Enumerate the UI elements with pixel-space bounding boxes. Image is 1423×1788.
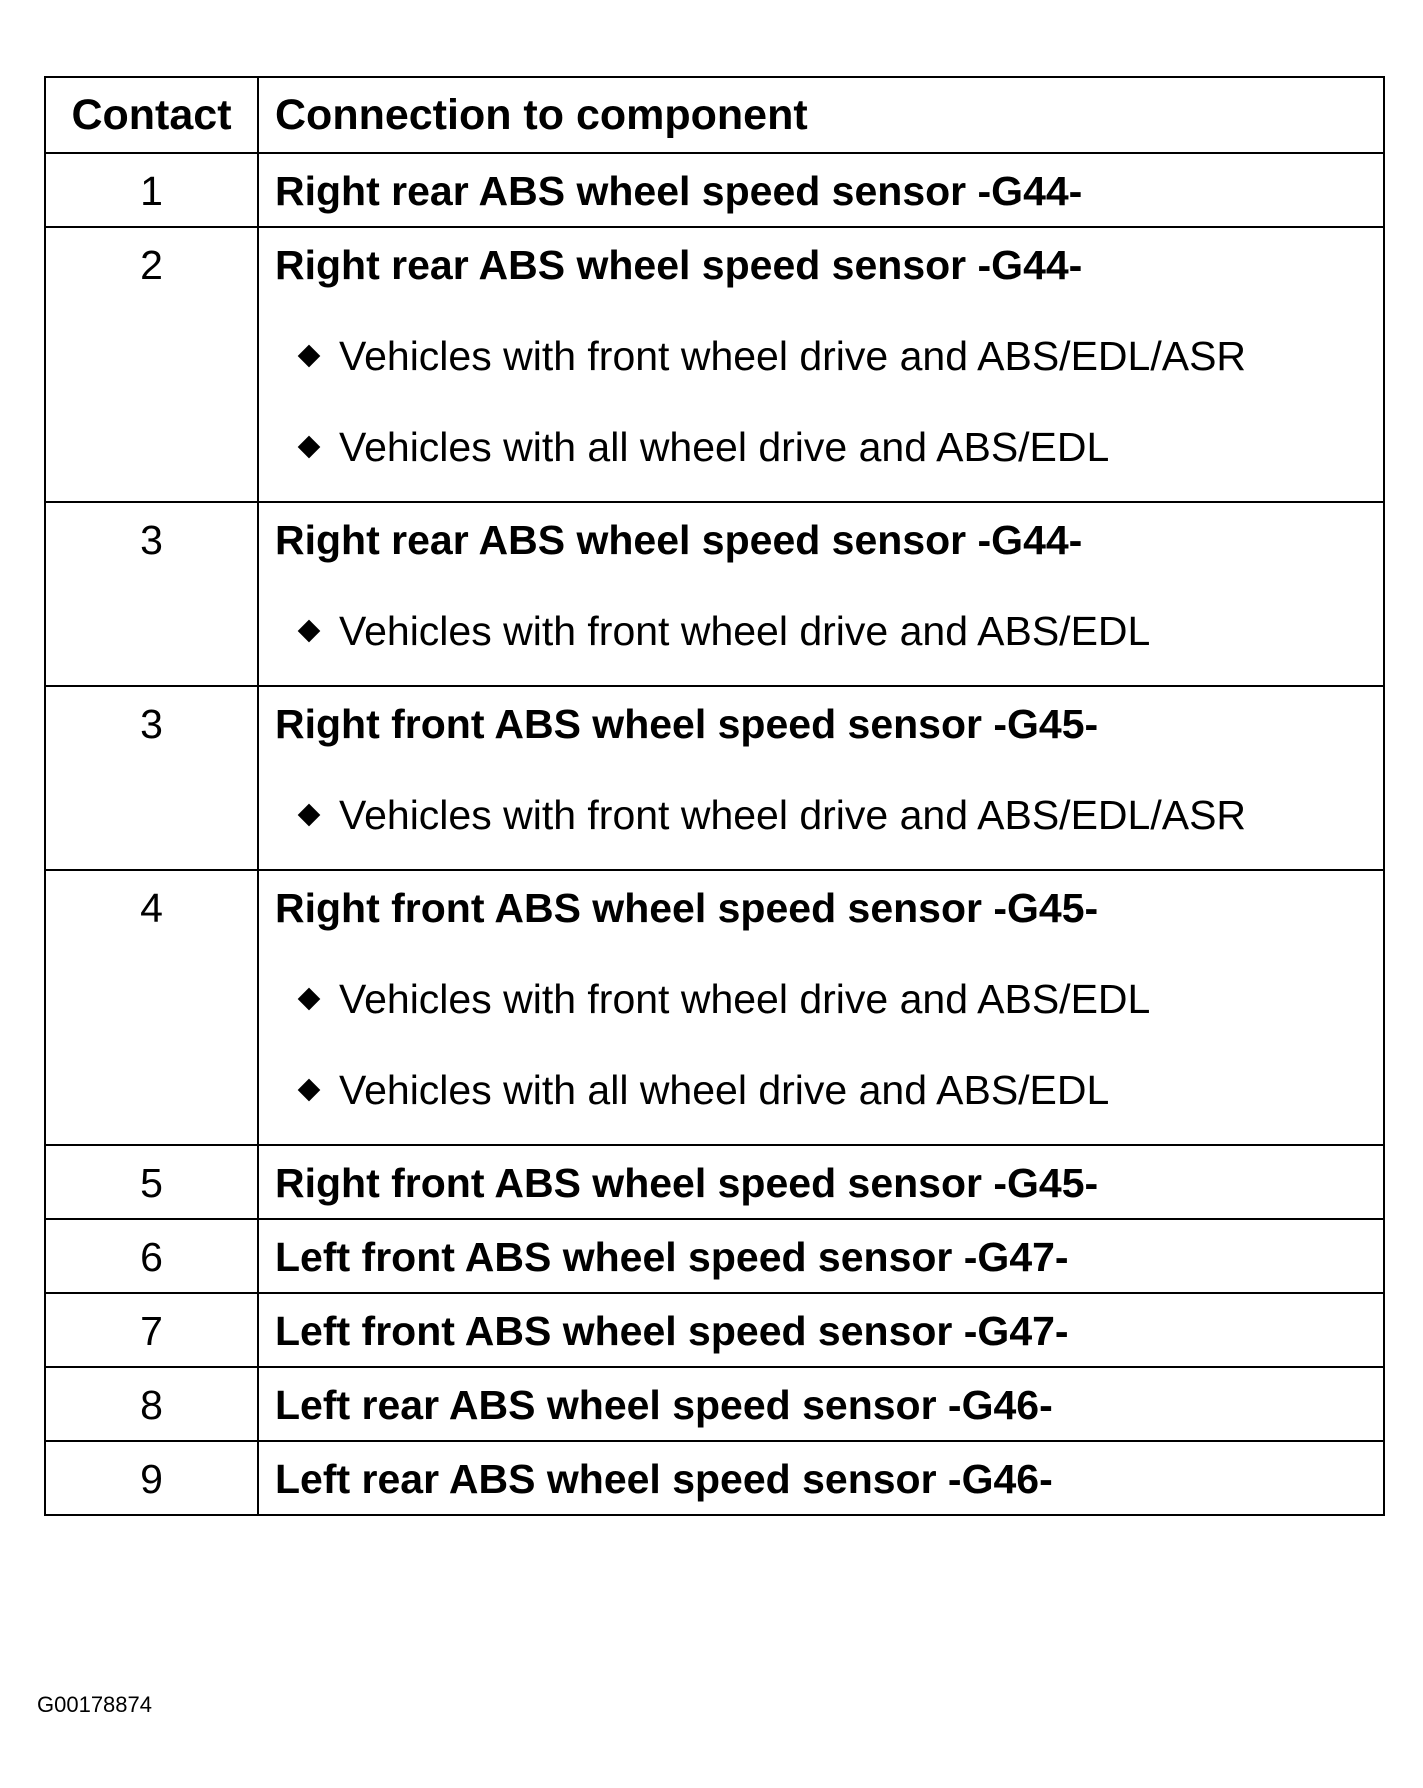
connection-cell <box>258 153 1384 227</box>
connection-cell <box>258 227 1384 502</box>
connection-component: Left front ABS wheel speed sensor -G47- <box>275 1308 1069 1354</box>
connection-cell <box>258 1367 1384 1441</box>
table-row <box>45 153 1384 227</box>
connection-cell <box>258 1145 1384 1219</box>
vehicle-note-text: Vehicles with front wheel drive and ABS/EDL <box>339 976 1151 1022</box>
table-row <box>45 870 1384 1145</box>
contact-number: 3 <box>45 502 258 686</box>
vehicle-note-text: Vehicles with front wheel drive and ABS/EDL <box>339 608 1151 654</box>
diamond-bullet-icon <box>298 988 321 1011</box>
vehicle-note <box>297 792 1383 839</box>
table-row <box>45 227 1384 502</box>
table-row <box>45 502 1384 686</box>
table-row <box>45 1293 1384 1367</box>
vehicle-note-text: Vehicles with all wheel drive and ABS/EDL <box>339 424 1110 470</box>
connection-component: Left rear ABS wheel speed sensor -G46- <box>275 1382 1053 1428</box>
connection-cell <box>258 686 1384 870</box>
vehicle-notes-list <box>275 333 1383 501</box>
vehicle-note <box>297 424 1383 471</box>
vehicle-note <box>297 333 1383 380</box>
contact-number: 1 <box>45 153 258 227</box>
document-id: G00178874 <box>37 1692 152 1717</box>
table-row <box>45 1367 1384 1441</box>
vehicle-note <box>297 1067 1383 1114</box>
vehicle-notes-list <box>275 792 1383 869</box>
vehicle-note <box>297 976 1383 1023</box>
diamond-bullet-icon <box>298 620 321 643</box>
table-row <box>45 1441 1384 1515</box>
contact-number: 9 <box>45 1441 258 1515</box>
connection-component: Right rear ABS wheel speed sensor -G44- <box>275 517 1083 563</box>
diamond-bullet-icon <box>298 436 321 459</box>
contact-number: 3 <box>45 686 258 870</box>
vehicle-note-text: Vehicles with all wheel drive and ABS/EDL <box>339 1067 1110 1113</box>
vehicle-note-text: Vehicles with front wheel drive and ABS/EDL/ASR <box>339 792 1247 838</box>
header-connection: Connection to component <box>258 77 1384 153</box>
contact-table <box>44 76 1385 1516</box>
connection-component: Right rear ABS wheel speed sensor -G44- <box>275 168 1083 214</box>
table-body <box>45 153 1384 1515</box>
connection-component: Left rear ABS wheel speed sensor -G46- <box>275 1456 1053 1502</box>
connection-cell <box>258 870 1384 1145</box>
vehicle-notes-list <box>275 976 1383 1144</box>
vehicle-notes-list <box>275 608 1383 685</box>
header-row <box>45 77 1384 153</box>
connection-component: Right rear ABS wheel speed sensor -G44- <box>275 242 1083 288</box>
header-contact: Contact <box>45 77 258 153</box>
diamond-bullet-icon <box>298 1079 321 1102</box>
connection-component: Right front ABS wheel speed sensor -G45- <box>275 885 1099 931</box>
vehicle-note-text: Vehicles with front wheel drive and ABS/EDL/ASR <box>339 333 1247 379</box>
connection-component: Right front ABS wheel speed sensor -G45- <box>275 701 1099 747</box>
contact-number: 5 <box>45 1145 258 1219</box>
connection-cell <box>258 1293 1384 1367</box>
contact-number: 8 <box>45 1367 258 1441</box>
diamond-bullet-icon <box>298 345 321 368</box>
contact-number: 7 <box>45 1293 258 1367</box>
connection-component: Left front ABS wheel speed sensor -G47- <box>275 1234 1069 1280</box>
connection-cell <box>258 502 1384 686</box>
contact-number: 6 <box>45 1219 258 1293</box>
table-row <box>45 686 1384 870</box>
table-row <box>45 1219 1384 1293</box>
contact-number: 4 <box>45 870 258 1145</box>
connection-cell <box>258 1441 1384 1515</box>
connection-cell <box>258 1219 1384 1293</box>
table-row <box>45 1145 1384 1219</box>
vehicle-note <box>297 608 1383 655</box>
contact-number: 2 <box>45 227 258 502</box>
diamond-bullet-icon <box>298 804 321 827</box>
connection-component: Right front ABS wheel speed sensor -G45- <box>275 1160 1099 1206</box>
